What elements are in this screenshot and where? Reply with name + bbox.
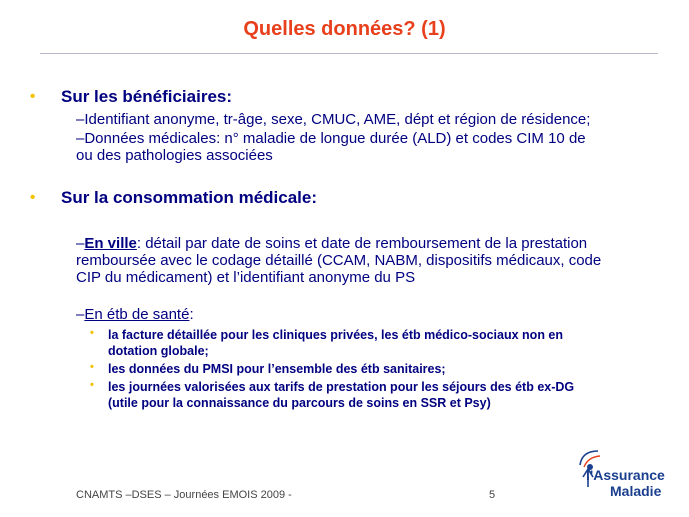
bullet-icon: • [30,189,36,206]
logo-line-1: l'Assurance [586,467,665,483]
etb-colon: : [189,306,194,323]
page-number: 5 [489,489,496,501]
assurance-maladie-logo [574,447,684,509]
title-divider [40,53,658,54]
ville-text: : détail par date de soins et date de remboursement de la prestation [136,235,588,252]
list-item-line: dotation globale; [108,344,209,358]
list-item [76,130,586,147]
ville-label: En ville [84,235,137,252]
ville-line-3: CIP du médicament) et l’identifiant anonyme du PS [76,269,416,286]
pmsi-text: PMSI [202,362,234,376]
bullet-icon: • [30,88,36,105]
bullet-icon: • [90,327,94,339]
dash-marker: – [76,306,85,323]
slide-title: Quelles données? (1) [243,18,446,40]
list-item [108,327,563,359]
list-item [108,361,446,377]
section-heading-beneficiaires: Sur les bénéficiaires: [61,87,233,106]
bullet-icon: • [90,361,94,373]
list-item-text: Données médicales: n° maladie de longue durée (ALD) et codes CIM 10 de [84,130,586,147]
logo-line-2: Maladie [610,483,662,499]
list-item [76,111,590,128]
dash-marker: – [76,130,85,147]
ville-line-2: remboursée avec le codage détaillé (CCAM, NABM, dispositifs médicaux, code [76,252,602,269]
etb-label: En étb de santé [84,306,190,323]
bullet-icon: • [90,379,94,391]
list-item-continuation: ou des pathologies associées [76,147,273,164]
dash-marker: – [76,235,85,252]
list-item [108,379,574,411]
list-item-line: (utile pour la connaissance du parcours de soins en SSR et Psy) [108,396,491,410]
ville-line-1 [76,235,587,252]
list-item-line: la facture détaillée pour les cliniques privées, les étb médico-sociaux non en [108,328,564,342]
list-item-text: les données du [108,362,203,376]
list-item-text: Identifiant anonyme, tr-âge, sexe, CMUC, AME, dépt et région de résidence; [84,111,591,128]
dash-marker: – [76,111,85,128]
list-item-line: les journées valorisées aux tarifs de prestation pour les séjours des étb ex-DG [108,380,575,394]
section-heading-consommation: Sur la consommation médicale: [61,188,318,207]
list-item-text: pour l’ensemble des étb sanitaires; [233,362,446,376]
etb-heading [76,306,194,323]
footer-text: CNAMTS –DSES – Journées EMOIS 2009 - [76,489,292,501]
